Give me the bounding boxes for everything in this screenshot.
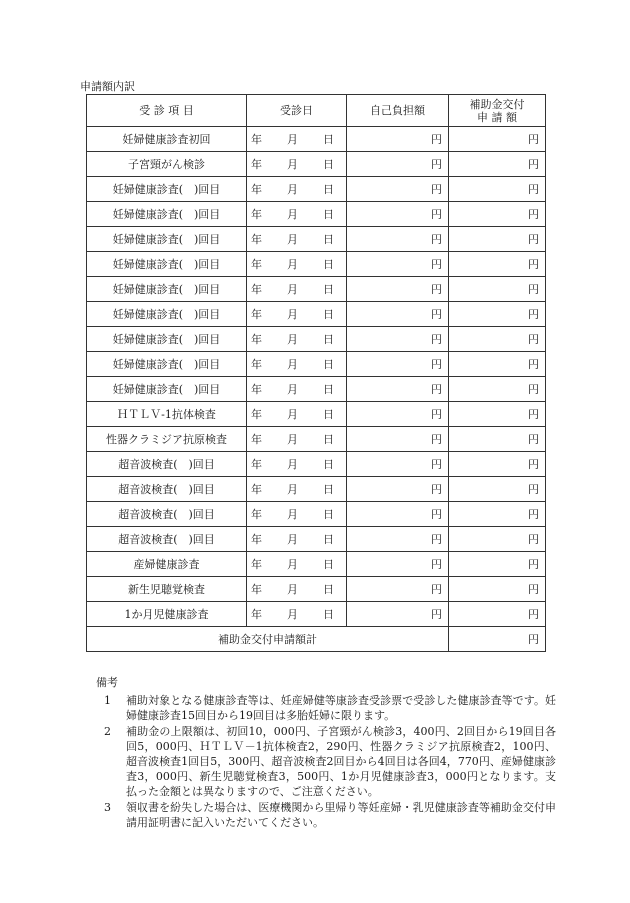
visit-date-cell[interactable] [247, 277, 347, 302]
month-unit: 月 [287, 483, 298, 496]
yen-unit: 円 [528, 158, 539, 171]
self-pay-cell[interactable] [347, 527, 449, 552]
visit-date-cell[interactable] [247, 127, 347, 152]
yen-unit: 円 [528, 233, 539, 246]
year-unit: 年 [251, 483, 262, 496]
visit-date-cell[interactable] [247, 327, 347, 352]
yen-unit: 円 [431, 283, 442, 296]
year-unit: 年 [251, 133, 262, 146]
grant-amount-cell[interactable] [449, 377, 546, 402]
day-unit: 日 [323, 233, 334, 246]
yen-unit: 円 [528, 383, 539, 396]
grant-amount-cell[interactable] [449, 202, 546, 227]
table-row [87, 427, 546, 452]
visit-date-cell[interactable] [247, 302, 347, 327]
yen-unit: 円 [528, 533, 539, 546]
self-pay-cell[interactable] [347, 302, 449, 327]
remark-number: 1 [104, 694, 111, 707]
yen-unit: 円 [431, 458, 442, 471]
day-unit: 日 [323, 308, 334, 321]
month-unit: 月 [287, 283, 298, 296]
row-item-label: 妊婦健康診査( )回目 [87, 277, 247, 302]
visit-date-cell[interactable] [247, 377, 347, 402]
self-pay-cell[interactable] [347, 352, 449, 377]
self-pay-cell[interactable] [347, 277, 449, 302]
day-unit: 日 [323, 558, 334, 571]
year-unit: 年 [251, 308, 262, 321]
day-unit: 日 [323, 183, 334, 196]
remarks-notes [96, 693, 556, 830]
year-unit: 年 [251, 508, 262, 521]
remark-note [96, 800, 556, 830]
visit-date-cell[interactable] [247, 577, 347, 602]
visit-date-cell[interactable] [247, 452, 347, 477]
year-unit: 年 [251, 408, 262, 421]
self-pay-cell[interactable] [347, 402, 449, 427]
day-unit: 日 [323, 608, 334, 621]
day-unit: 日 [323, 458, 334, 471]
row-item-label: 妊婦健康診査( )回目 [87, 227, 247, 252]
yen-unit: 円 [431, 483, 442, 496]
month-unit: 月 [287, 158, 298, 171]
row-item-label: 産婦健康診査 [87, 552, 247, 577]
total-row [87, 627, 546, 652]
table-row [87, 177, 546, 202]
visit-date-cell[interactable] [247, 402, 347, 427]
yen-unit: 円 [431, 383, 442, 396]
grant-amount-cell[interactable] [449, 527, 546, 552]
yen-unit: 円 [528, 183, 539, 196]
row-item-label: 超音波検査( )回目 [87, 527, 247, 552]
grant-amount-cell[interactable] [449, 327, 546, 352]
row-item-label: 妊婦健康診査初回 [87, 127, 247, 152]
visit-date-cell[interactable] [247, 252, 347, 277]
self-pay-cell[interactable] [347, 452, 449, 477]
yen-unit: 円 [431, 508, 442, 521]
day-unit: 日 [323, 533, 334, 546]
grant-amount-cell[interactable] [449, 252, 546, 277]
self-pay-cell[interactable] [347, 177, 449, 202]
remark-number: 2 [104, 725, 111, 738]
remark-note [96, 724, 556, 799]
month-unit: 月 [287, 358, 298, 371]
yen-unit: 円 [431, 533, 442, 546]
self-pay-cell[interactable] [347, 152, 449, 177]
month-unit: 月 [287, 508, 298, 521]
row-item-label: 妊婦健康診査( )回目 [87, 327, 247, 352]
month-unit: 月 [287, 608, 298, 621]
table-row [87, 152, 546, 177]
day-unit: 日 [323, 133, 334, 146]
remark-number: 3 [104, 801, 111, 814]
month-unit: 月 [287, 183, 298, 196]
visit-date-cell[interactable] [247, 427, 347, 452]
visit-date-cell[interactable] [247, 227, 347, 252]
visit-date-cell[interactable] [247, 502, 347, 527]
remarks-section [96, 675, 556, 831]
year-unit: 年 [251, 458, 262, 471]
remark-text: 補助金の上限額は、初回10，000円、子宮頸がん検診3，400円、2回目から19回目各回5，000円、ＨＴＬＶ－1抗体検査2，290円、性器クラミジア抗原検査2，100円、超音波検査1回目5，300円、超音波検査2回目から4回目は各回4，770円、産婦健康診査3，000円、新生児聴覚検査3，500円、1か月児健康診査3，000円となります。支払った金額とは異なりますので、ご注意ください。 [126, 725, 556, 798]
self-pay-cell[interactable] [347, 202, 449, 227]
day-unit: 日 [323, 158, 334, 171]
day-unit: 日 [323, 583, 334, 596]
yen-unit: 円 [528, 308, 539, 321]
grant-amount-cell[interactable] [449, 602, 546, 627]
header-date: 受診日 [247, 95, 347, 127]
row-item-label: 妊婦健康診査( )回目 [87, 352, 247, 377]
yen-unit: 円 [431, 208, 442, 221]
grant-amount-cell[interactable] [449, 452, 546, 477]
row-item-label: ＨＴＬＶ-1抗体検査 [87, 402, 247, 427]
day-unit: 日 [323, 258, 334, 271]
month-unit: 月 [287, 458, 298, 471]
table-row [87, 577, 546, 602]
self-pay-cell[interactable] [347, 377, 449, 402]
yen-unit: 円 [528, 208, 539, 221]
visit-date-cell[interactable] [247, 352, 347, 377]
month-unit: 月 [287, 233, 298, 246]
yen-unit: 円 [431, 158, 442, 171]
visit-date-cell[interactable] [247, 202, 347, 227]
visit-date-cell[interactable] [247, 477, 347, 502]
self-pay-cell[interactable] [347, 127, 449, 152]
visit-date-cell[interactable] [247, 552, 347, 577]
yen-unit: 円 [431, 258, 442, 271]
table-row [87, 277, 546, 302]
grant-amount-cell[interactable] [449, 577, 546, 602]
month-unit: 月 [287, 533, 298, 546]
visit-date-cell[interactable] [247, 177, 347, 202]
yen-unit: 円 [528, 558, 539, 571]
yen-unit: 円 [431, 583, 442, 596]
row-item-label: 妊婦健康診査( )回目 [87, 252, 247, 277]
year-unit: 年 [251, 283, 262, 296]
yen-unit: 円 [528, 483, 539, 496]
yen-unit: 円 [431, 408, 442, 421]
self-pay-cell[interactable] [347, 252, 449, 277]
yen-unit: 円 [431, 358, 442, 371]
header-grant-line1: 補助金交付 [469, 97, 525, 111]
year-unit: 年 [251, 558, 262, 571]
header-item: 受 診 項 目 [87, 95, 247, 127]
total-label: 補助金交付申請額計 [87, 627, 449, 652]
visit-date-cell[interactable] [247, 602, 347, 627]
remark-text: 領収書を紛失した場合は、医療機関から里帰り等妊産婦・乳児健康診査等補助金交付申請用証明書に記入いただいてください。 [126, 801, 556, 829]
self-pay-cell[interactable] [347, 327, 449, 352]
grant-amount-cell[interactable] [449, 277, 546, 302]
table-row [87, 377, 546, 402]
day-unit: 日 [323, 333, 334, 346]
row-item-label: 子宮頸がん検診 [87, 152, 247, 177]
year-unit: 年 [251, 608, 262, 621]
year-unit: 年 [251, 433, 262, 446]
year-unit: 年 [251, 233, 262, 246]
table-row [87, 127, 546, 152]
self-pay-cell[interactable] [347, 502, 449, 527]
yen-unit: 円 [431, 233, 442, 246]
year-unit: 年 [251, 533, 262, 546]
day-unit: 日 [323, 483, 334, 496]
row-item-label: 妊婦健康診査( )回目 [87, 177, 247, 202]
yen-unit: 円 [431, 183, 442, 196]
row-item-label: 妊婦健康診査( )回目 [87, 202, 247, 227]
self-pay-cell[interactable] [347, 602, 449, 627]
grant-amount-cell[interactable] [449, 302, 546, 327]
day-unit: 日 [323, 383, 334, 396]
remark-note [96, 693, 556, 723]
yen-unit: 円 [528, 258, 539, 271]
grant-amount-cell[interactable] [449, 427, 546, 452]
table-row [87, 552, 546, 577]
header-grant-line2: 申 請 額 [477, 110, 517, 124]
remark-text: 補助対象となる健康診査等は、妊産婦健等康診査受診票で受診した健康診査等です。妊婦健康診査15回目から19回目は多胎妊婦に限ります。 [126, 694, 556, 722]
yen-unit: 円 [431, 333, 442, 346]
yen-unit: 円 [528, 608, 539, 621]
table-row [87, 602, 546, 627]
remarks-title: 備考 [96, 676, 118, 689]
table-row [87, 227, 546, 252]
table-row [87, 352, 546, 377]
visit-date-cell[interactable] [247, 152, 347, 177]
yen-unit: 円 [431, 133, 442, 146]
table-row [87, 202, 546, 227]
self-pay-cell[interactable] [347, 227, 449, 252]
grant-amount-cell[interactable] [449, 127, 546, 152]
grant-amount-cell[interactable] [449, 227, 546, 252]
year-unit: 年 [251, 258, 262, 271]
grant-amount-cell[interactable] [449, 177, 546, 202]
grant-amount-cell[interactable] [449, 152, 546, 177]
yen-unit: 円 [528, 433, 539, 446]
day-unit: 日 [323, 508, 334, 521]
self-pay-cell[interactable] [347, 577, 449, 602]
yen-unit: 円 [431, 308, 442, 321]
month-unit: 月 [287, 383, 298, 396]
table-row [87, 477, 546, 502]
self-pay-cell[interactable] [347, 477, 449, 502]
grant-amount-cell[interactable] [449, 477, 546, 502]
header-row [87, 95, 546, 127]
row-item-label: 1か月児健康診査 [87, 602, 247, 627]
month-unit: 月 [287, 133, 298, 146]
year-unit: 年 [251, 383, 262, 396]
header-grant [449, 95, 546, 127]
self-pay-cell[interactable] [347, 552, 449, 577]
row-item-label: 超音波検査( )回目 [87, 477, 247, 502]
year-unit: 年 [251, 583, 262, 596]
row-item-label: 性器クラミジア抗原検査 [87, 427, 247, 452]
yen-unit: 円 [528, 133, 539, 146]
day-unit: 日 [323, 208, 334, 221]
day-unit: 日 [323, 408, 334, 421]
month-unit: 月 [287, 258, 298, 271]
yen-unit: 円 [528, 333, 539, 346]
application-breakdown-table [86, 94, 546, 652]
month-unit: 月 [287, 558, 298, 571]
day-unit: 日 [323, 433, 334, 446]
month-unit: 月 [287, 433, 298, 446]
table-row [87, 302, 546, 327]
yen-unit: 円 [528, 633, 539, 646]
grant-amount-cell[interactable] [449, 502, 546, 527]
year-unit: 年 [251, 358, 262, 371]
yen-unit: 円 [528, 408, 539, 421]
table-row [87, 327, 546, 352]
yen-unit: 円 [528, 458, 539, 471]
yen-unit: 円 [528, 508, 539, 521]
row-item-label: 新生児聴覚検査 [87, 577, 247, 602]
year-unit: 年 [251, 208, 262, 221]
table-row [87, 527, 546, 552]
table-row [87, 502, 546, 527]
month-unit: 月 [287, 208, 298, 221]
yen-unit: 円 [528, 583, 539, 596]
row-item-label: 超音波検査( )回目 [87, 502, 247, 527]
table-row [87, 252, 546, 277]
header-self-pay: 自己負担額 [347, 95, 449, 127]
month-unit: 月 [287, 308, 298, 321]
total-amount-cell[interactable] [449, 627, 546, 652]
row-item-label: 妊婦健康診査( )回目 [87, 302, 247, 327]
year-unit: 年 [251, 333, 262, 346]
month-unit: 月 [287, 408, 298, 421]
yen-unit: 円 [431, 608, 442, 621]
yen-unit: 円 [528, 283, 539, 296]
month-unit: 月 [287, 333, 298, 346]
year-unit: 年 [251, 158, 262, 171]
table-row [87, 402, 546, 427]
grant-amount-cell[interactable] [449, 552, 546, 577]
grant-amount-cell[interactable] [449, 402, 546, 427]
table-caption: 申請額内訳 [80, 80, 135, 93]
year-unit: 年 [251, 183, 262, 196]
yen-unit: 円 [431, 433, 442, 446]
grant-amount-cell[interactable] [449, 352, 546, 377]
table-row [87, 452, 546, 477]
day-unit: 日 [323, 358, 334, 371]
yen-unit: 円 [431, 558, 442, 571]
row-item-label: 妊婦健康診査( )回目 [87, 377, 247, 402]
day-unit: 日 [323, 283, 334, 296]
yen-unit: 円 [528, 358, 539, 371]
month-unit: 月 [287, 583, 298, 596]
row-item-label: 超音波検査( )回目 [87, 452, 247, 477]
self-pay-cell[interactable] [347, 427, 449, 452]
visit-date-cell[interactable] [247, 527, 347, 552]
